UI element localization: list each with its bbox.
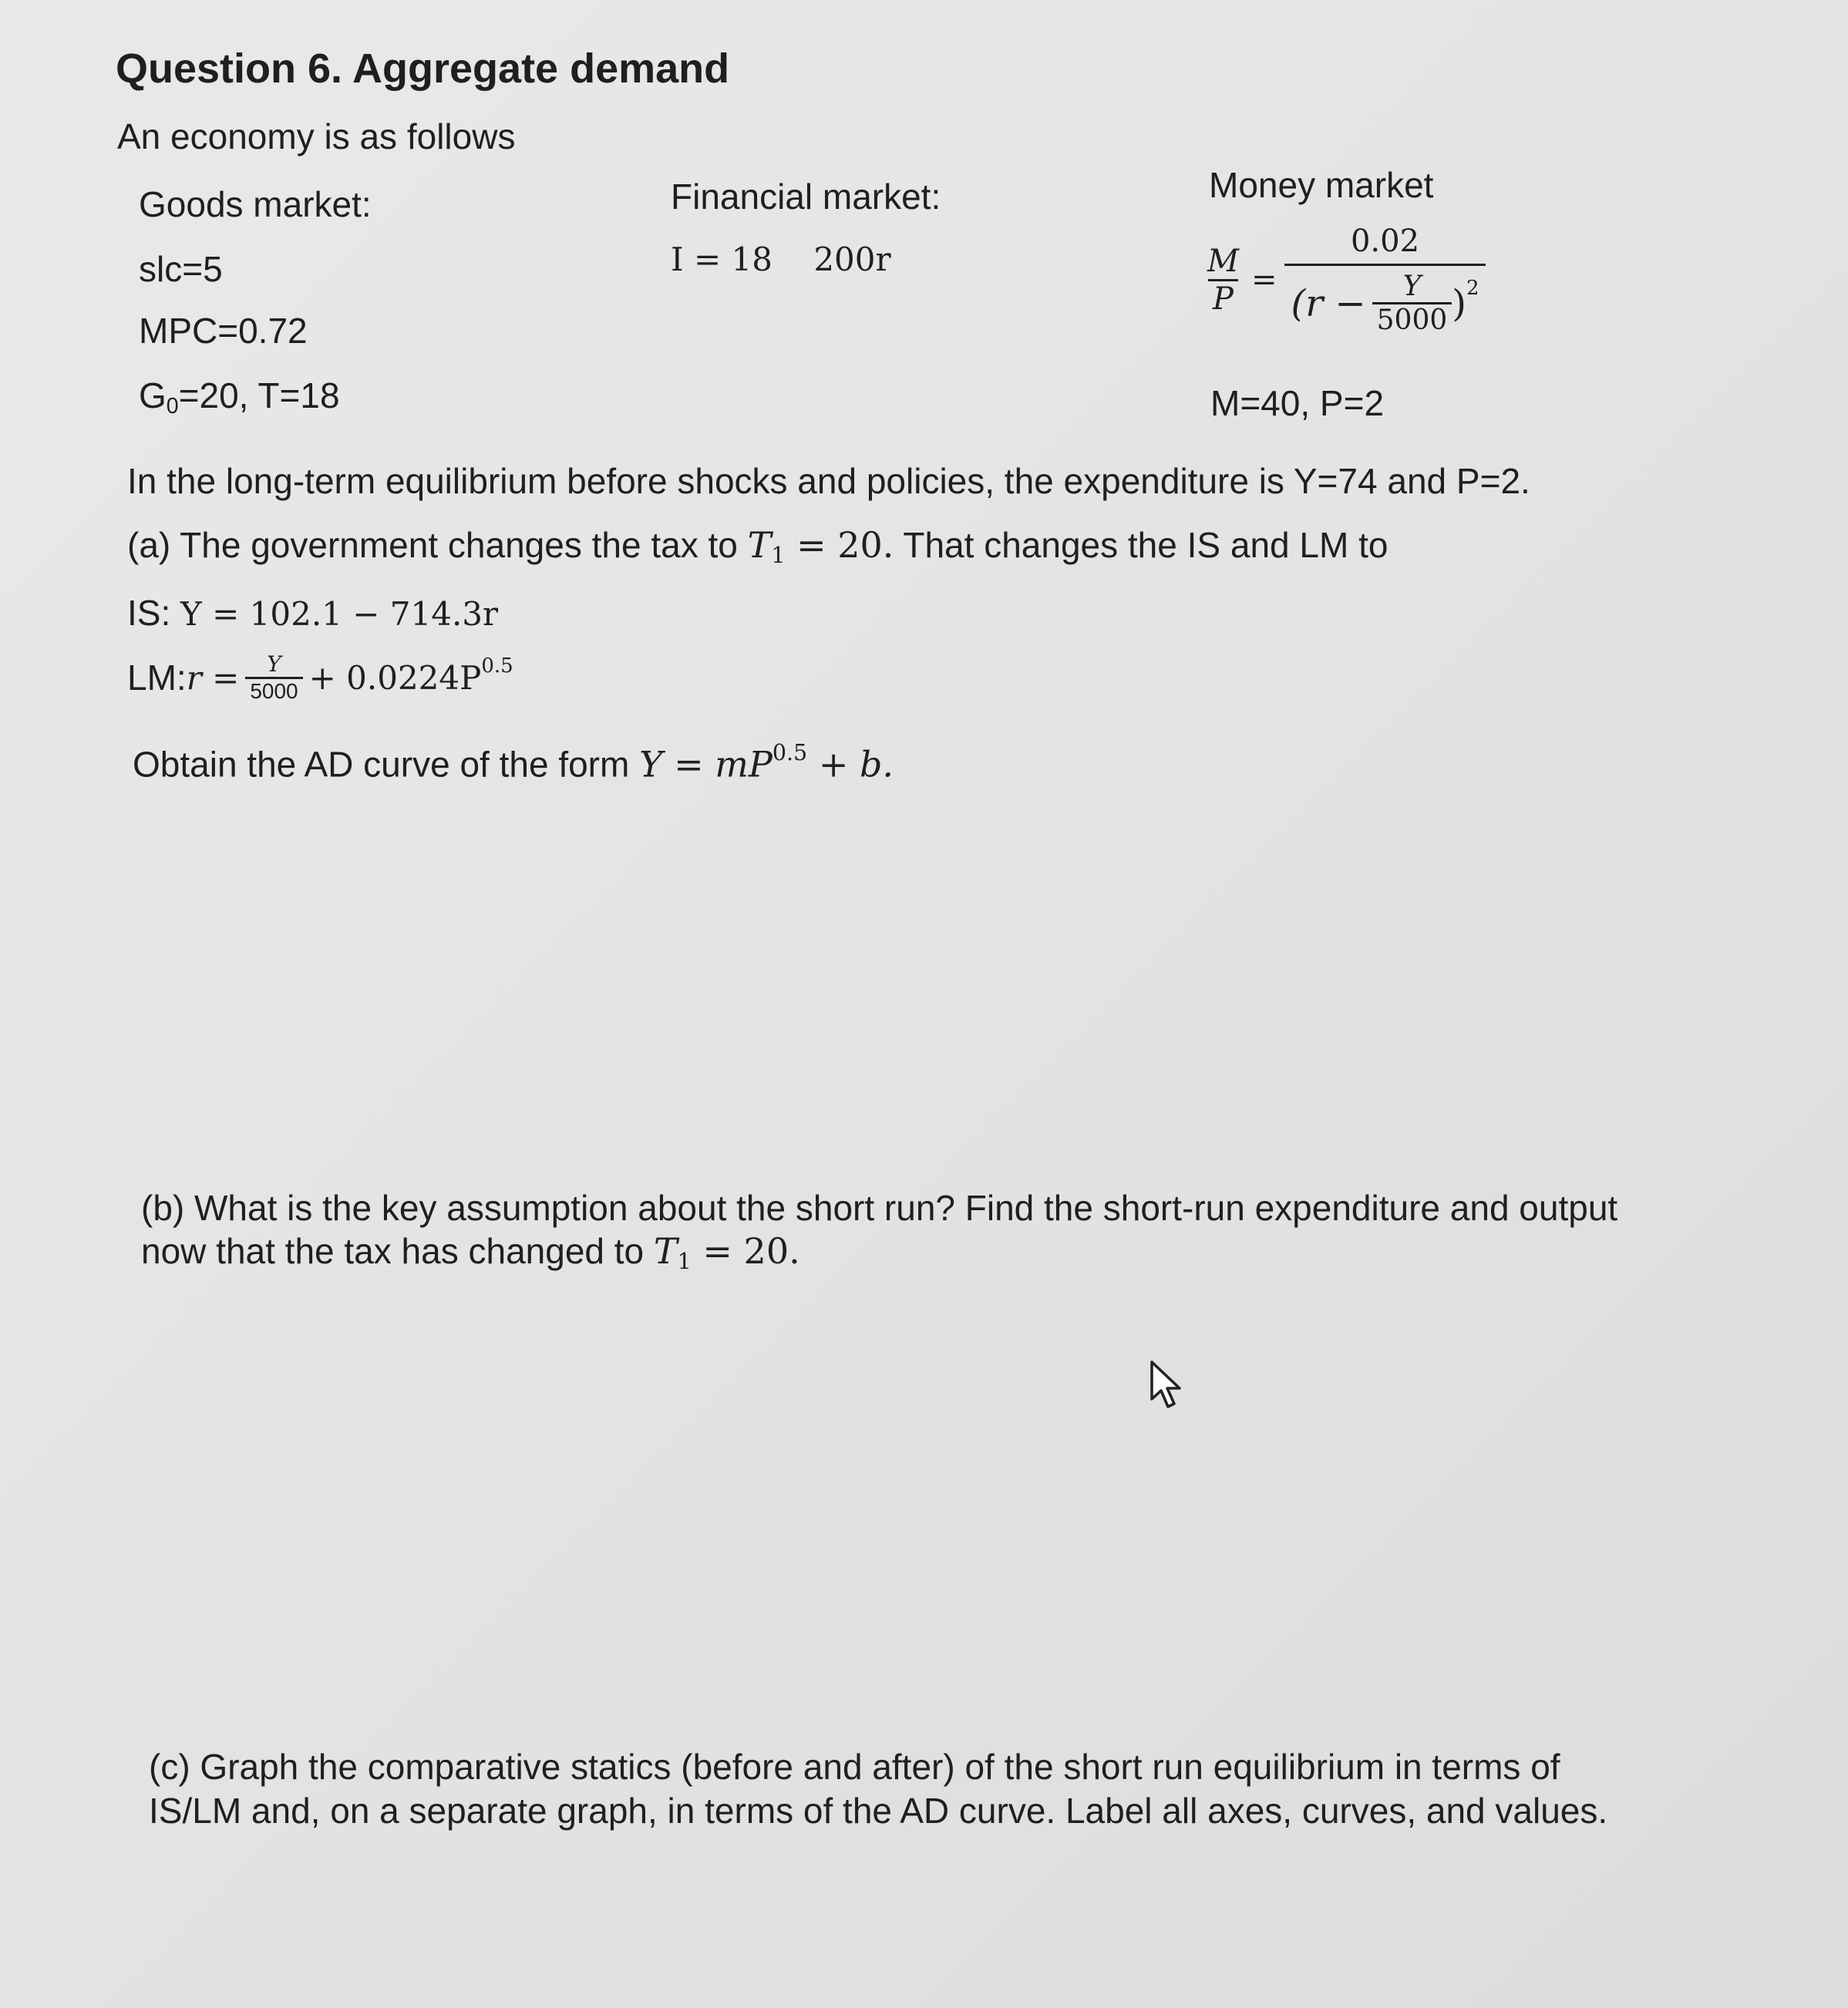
part-a-t1-value: = 20. xyxy=(785,524,894,566)
den-exponent: 2 xyxy=(1466,276,1479,300)
obtain-exponent: 0.5 xyxy=(772,740,808,765)
goods-mpc: MPC=0.72 xyxy=(139,311,308,351)
g0-subscript: 0 xyxy=(166,394,179,419)
part-a-t1-sub: 1 xyxy=(771,543,786,569)
lm-curve-equation xyxy=(127,651,513,704)
money-demand-denominator xyxy=(1284,264,1485,336)
m-symbol: M xyxy=(1207,243,1239,279)
equilibrium-statement: In the long-term equilibrium before shocks and policies, the expenditure is Y=74 and P=2. xyxy=(127,461,1530,501)
g0-label: G xyxy=(139,375,167,415)
part-b-line2 xyxy=(141,1230,800,1274)
g0-rest: =20, T=18 xyxy=(178,375,340,415)
part-a-suffix: That changes the IS and LM to xyxy=(894,525,1389,565)
lm-exponent: 0.5 xyxy=(481,654,513,678)
lm-lhs: r = xyxy=(186,658,240,697)
part-b-line1: (b) What is the key assumption about the short run? Find the short-run expenditure and output xyxy=(141,1188,1618,1228)
investment-equation: I = 18 200r xyxy=(671,240,891,278)
question-title: Question 6. Aggregate demand xyxy=(116,45,730,92)
obtain-tail: + b. xyxy=(807,743,894,785)
money-supply-values: M=40, P=2 xyxy=(1210,383,1385,423)
part-c-line2: IS/LM and, on a separate graph, in terms of the AD curve. Label all axes, curves, and values. xyxy=(149,1791,1608,1831)
lm-rest: + 0.0224P xyxy=(308,658,482,697)
money-market-header: Money market xyxy=(1209,165,1434,205)
part-b-t1: T xyxy=(653,1230,678,1272)
money-market-equation xyxy=(1203,224,1486,336)
is-curve-equation xyxy=(127,592,498,634)
is-equation: Y = 102.1 − 714.3r xyxy=(180,595,499,633)
den-open: (r − xyxy=(1291,281,1366,325)
equals-sign: = xyxy=(1251,262,1277,298)
part-b-prefix: now that the tax has changed to xyxy=(141,1231,654,1271)
obtain-equation: Y = mP xyxy=(639,743,773,785)
intro-text: An economy is as follows xyxy=(117,116,516,156)
p-symbol: P xyxy=(1208,279,1238,317)
goods-government-tax xyxy=(139,375,340,419)
is-label: IS: xyxy=(127,593,181,633)
obtain-text: Obtain the AD curve of the form xyxy=(133,744,640,785)
y-over-5000-fraction xyxy=(1372,271,1452,336)
lm-5000: 5000 xyxy=(245,677,302,704)
den-close: ) xyxy=(1452,281,1466,325)
ad-curve-instruction xyxy=(133,740,894,785)
goods-slc: slc=5 xyxy=(139,249,223,289)
lm-label: LM: xyxy=(127,658,187,698)
mouse-pointer-icon xyxy=(1149,1359,1187,1413)
money-demand-numerator: 0.02 xyxy=(1350,224,1420,259)
y-symbol: Y xyxy=(1402,271,1422,302)
m-over-p-fraction xyxy=(1203,244,1244,317)
money-demand-fraction xyxy=(1284,224,1485,336)
part-b-t1-sub: 1 xyxy=(677,1249,692,1275)
part-a-t1: T xyxy=(747,524,772,566)
part-b-t1-value: = 20. xyxy=(691,1230,800,1272)
part-a-prefix: (a) The government changes the tax to xyxy=(127,525,748,565)
den-5000: 5000 xyxy=(1372,302,1452,336)
goods-market-header: Goods market: xyxy=(139,184,372,224)
part-c-line1: (c) Graph the comparative statics (before and after) of the short run equilibrium in terms of xyxy=(149,1747,1560,1787)
lm-y-over-5000 xyxy=(245,651,302,704)
financial-market-header: Financial market: xyxy=(671,177,941,217)
part-a-text xyxy=(127,524,1388,568)
lm-y-symbol: Y xyxy=(267,651,281,677)
